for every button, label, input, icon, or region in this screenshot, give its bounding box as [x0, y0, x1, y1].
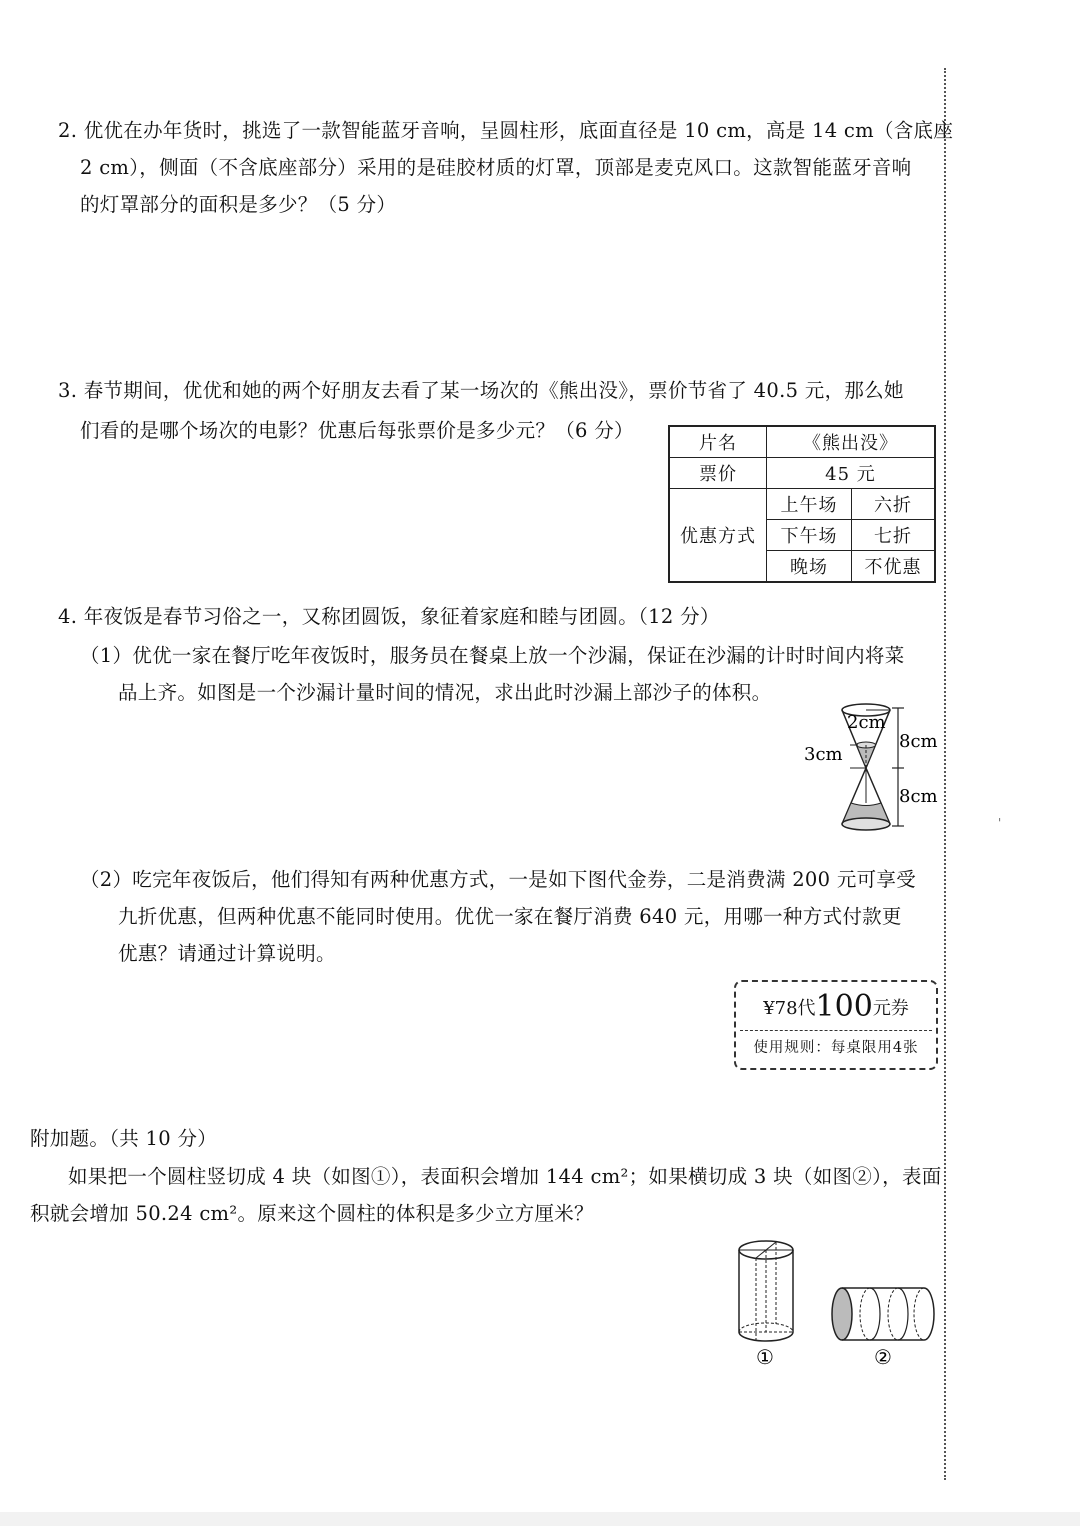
q2-line-3: 的灯罩部分的面积是多少？（5 分）: [80, 193, 397, 216]
coupon-face-value: 100: [815, 989, 873, 1024]
fig2-cut-1-front: [870, 1288, 880, 1340]
top-radius-label: 2cm: [847, 712, 886, 733]
price-value: 45 元: [767, 458, 936, 489]
q4-p1-line-1: （1）优优一家在餐厅吃年夜饭时，服务员在餐桌上放一个沙漏，保证在沙漏的计时时间内将菜: [80, 644, 905, 667]
voucher-coupon: [734, 980, 938, 1070]
q4-intro: 4. 年夜饭是春节习俗之一，又称团圆饭，象征着家庭和睦与团圆。（12 分）: [58, 605, 720, 628]
extra-line-2: 积就会增加 50.24 cm²。原来这个圆柱的体积是多少立方厘米？: [30, 1202, 594, 1225]
binding-cut-line: [944, 68, 946, 1480]
sand-height-label: 3cm: [804, 744, 843, 765]
fig2-right-end: [924, 1288, 934, 1340]
hourglass-bottom-rim: [842, 818, 890, 830]
discount-evening: 不优惠: [852, 551, 936, 583]
fig2-label: ②: [874, 1345, 892, 1369]
fig2-cut-2-front: [898, 1288, 908, 1340]
q4-p2-line-3: 优惠？请通过计算说明。: [118, 942, 336, 965]
ticket-price-table: [668, 425, 936, 583]
discount-morning: 六折: [852, 489, 936, 520]
discount-afternoon: 七折: [852, 520, 936, 551]
coupon-main-text: [736, 990, 936, 1026]
fig1-bottom-front: [739, 1332, 793, 1341]
coupon-rule: 使用规则：每桌限用4张: [753, 1040, 919, 1056]
extra-title: 附加题。（共 10 分）: [30, 1127, 218, 1150]
q4-p2-line-2: 九折优惠，但两种优惠不能同时使用。优优一家在餐厅消费 640 元，用哪一种方式付款更: [118, 905, 902, 928]
fig2-cut-1-back: [860, 1288, 870, 1340]
height-bottom-label: 8cm: [899, 786, 938, 807]
scan-bottom-band: [0, 1512, 1080, 1526]
fig2-right-end-back: [914, 1288, 924, 1340]
q4-p2-line-1: （2）吃完年夜饭后，他们得知有两种优惠方式，一是如下图代金券，二是消费满 200 元可享受: [80, 868, 917, 891]
fig1-label: ①: [756, 1345, 774, 1369]
hourglass-figure: [800, 700, 940, 836]
q3-line-1: 3. 春节期间，优优和她的两个好朋友去看了某一场次的《熊出没》，票价节省了 40.5 元，那么她: [58, 379, 904, 402]
session-morning: 上午场: [767, 489, 852, 520]
price-label: 票价: [669, 458, 767, 489]
q2-line-1: 2. 优优在办年货时，挑选了一款智能蓝牙音响，呈圆柱形，底面直径是 10 cm，高是 14 cm（含底座: [58, 119, 954, 142]
coupon-prefix: ¥78代: [763, 998, 816, 1019]
film-value: 《熊出没》: [767, 426, 936, 458]
q2-line-2: 2 cm），侧面（不含底座部分）采用的是硅胶材质的灯罩，顶部是麦克风口。这款智能蓝牙音响: [80, 156, 912, 179]
fig2-cut-2-back: [888, 1288, 898, 1340]
coupon-suffix: 元券: [872, 998, 909, 1019]
fig2-left-face: [832, 1288, 852, 1340]
discount-label: 优惠方式: [669, 489, 767, 583]
extra-line-1: 如果把一个圆柱竖切成 4 块（如图①），表面积会增加 144 cm²；如果横切成 3 块（如图②），表面: [68, 1165, 942, 1188]
coupon-separator: [740, 1030, 932, 1031]
q3-line-2: 们看的是哪个场次的电影？优惠后每张票价是多少元？（6 分）: [80, 419, 634, 442]
session-evening: 晚场: [767, 551, 852, 583]
film-label: 片名: [669, 426, 767, 458]
scan-speck: ': [998, 816, 1002, 830]
session-afternoon: 下午场: [767, 520, 852, 551]
q4-p1-line-2: 品上齐。如图是一个沙漏计量时间的情况，求出此时沙漏上部沙子的体积。: [118, 681, 772, 704]
cylinder-figures: [726, 1236, 942, 1372]
height-top-label: 8cm: [899, 731, 938, 752]
